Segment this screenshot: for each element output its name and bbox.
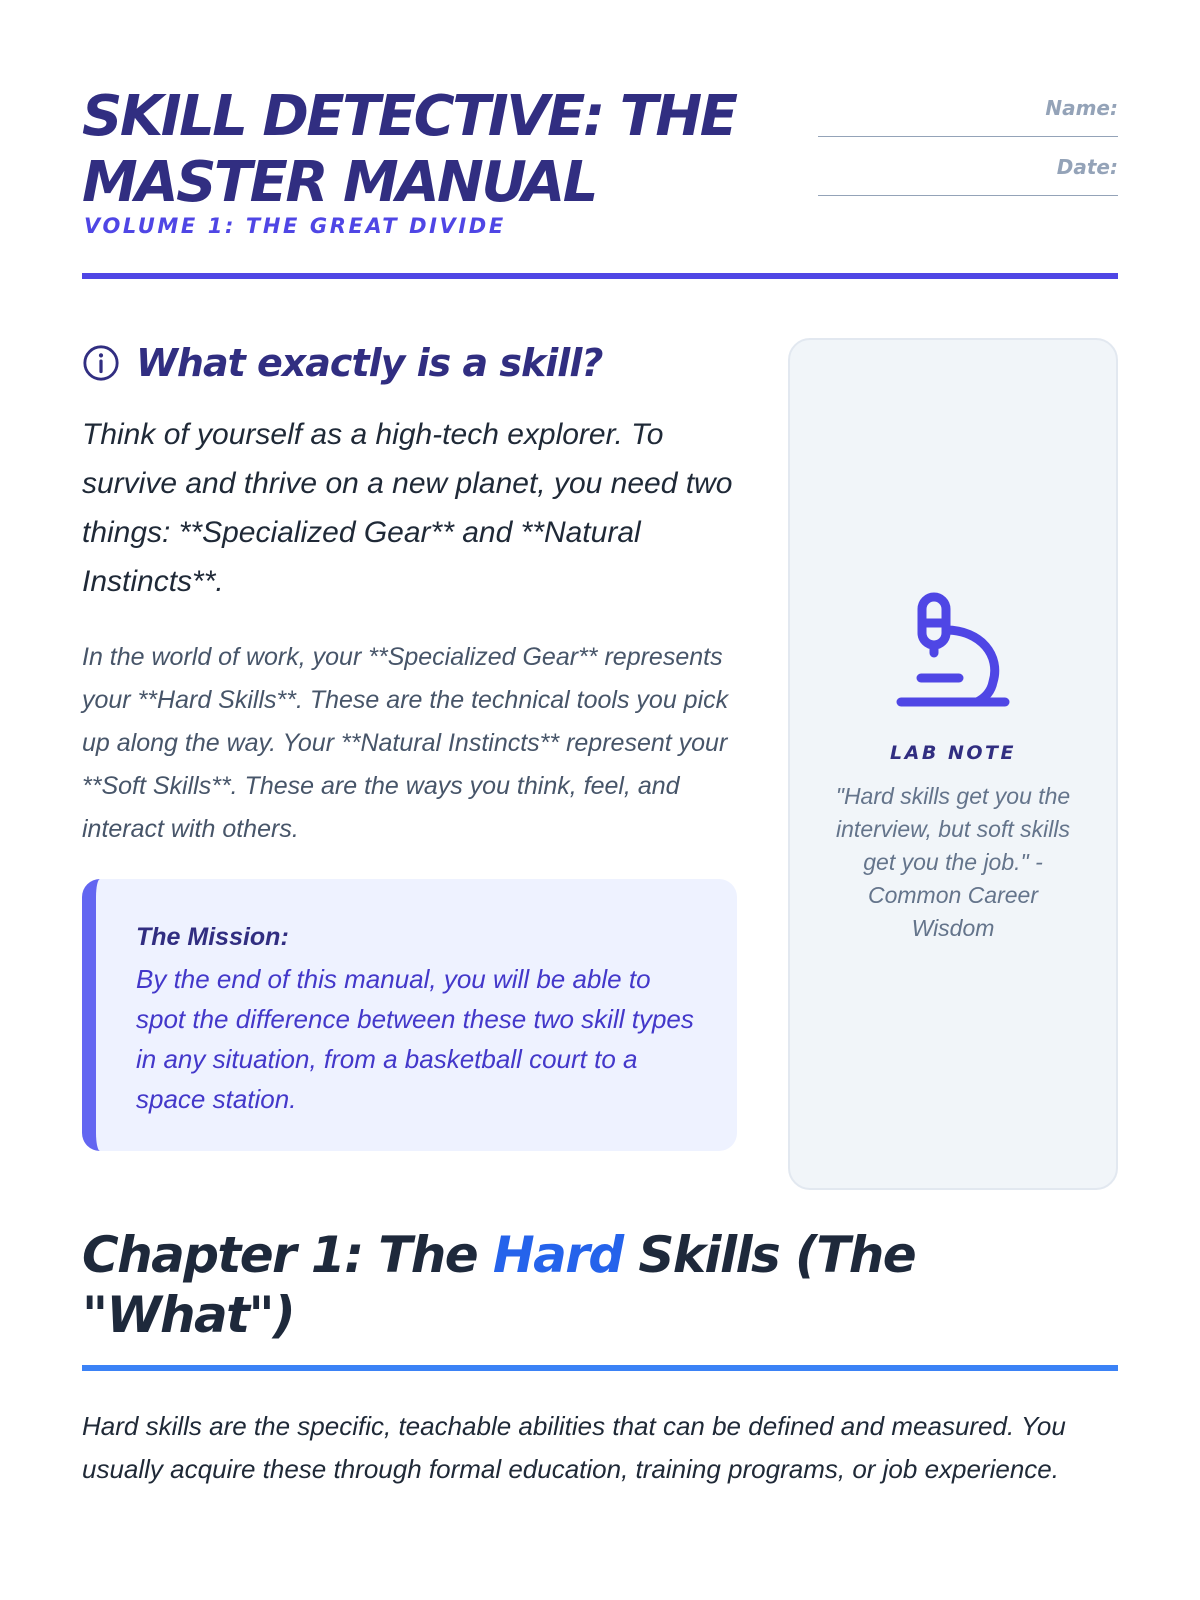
chapter-1-title [82, 1185, 982, 1345]
chapter-1-section [82, 1185, 1118, 1491]
page-subtitle: VOLUME 1: THE GREAT DIVIDE [84, 214, 506, 238]
info-icon [82, 344, 120, 382]
name-field[interactable] [818, 136, 1118, 137]
intro-heading-text: What exactly is a skill? [136, 341, 603, 385]
date-label: Date: [1056, 155, 1118, 179]
chapter-1-title-accent: Hard [492, 1226, 623, 1284]
lab-note-quote: "Hard skills get you the interview, but soft skills get you the job." - Common Career Wisdom [835, 783, 1071, 941]
intro-section [82, 280, 1118, 1185]
page-title: SKILL DETECTIVE: THE MASTER MANUAL [82, 84, 736, 215]
lab-note-card [788, 338, 1118, 1190]
intro-lead-paragraph: Think of yourself as a high-tech explorer. To survive and thrive on a new planet, you need two things: **Specialized Gear** and **Natural Instincts**. [82, 418, 733, 598]
name-date-fields [818, 94, 1118, 212]
lab-note-content [790, 590, 1116, 945]
mission-title: The Mission: [136, 923, 289, 951]
intro-text-column [82, 338, 742, 1151]
chapter-1-title-suffix: Skills (The "What") [82, 1226, 916, 1344]
intro-heading [82, 338, 742, 388]
header-divider [82, 273, 1118, 279]
chapter-1-divider [82, 1365, 1118, 1371]
microscope-icon [893, 590, 1013, 710]
chapter-1-title-prefix: Chapter 1: The [82, 1226, 493, 1284]
page-header [82, 80, 1118, 280]
chapter-1-body: Hard skills are the specific, teachable abilities that can be defined and measured. You usually acquire these through formal education, training programs, or job experience. [82, 1411, 1066, 1484]
lab-note-label: LAB NOTE [890, 742, 1016, 764]
date-field[interactable] [818, 195, 1118, 196]
name-label: Name: [1045, 96, 1118, 120]
intro-body-paragraph: In the world of work, your **Specialized Gear** represents your **Hard Skills**. These are the technical tools you pick up along the way. Your **Natural Instincts** represent your **Soft Skills**. These are the ways you think, feel, and interact with others. [82, 643, 729, 843]
mission-callout [82, 879, 737, 1151]
mission-text: By the end of this manual, you will be able to spot the difference between these two skill types in any situation, from a basketball court to a space station. [136, 964, 694, 1114]
